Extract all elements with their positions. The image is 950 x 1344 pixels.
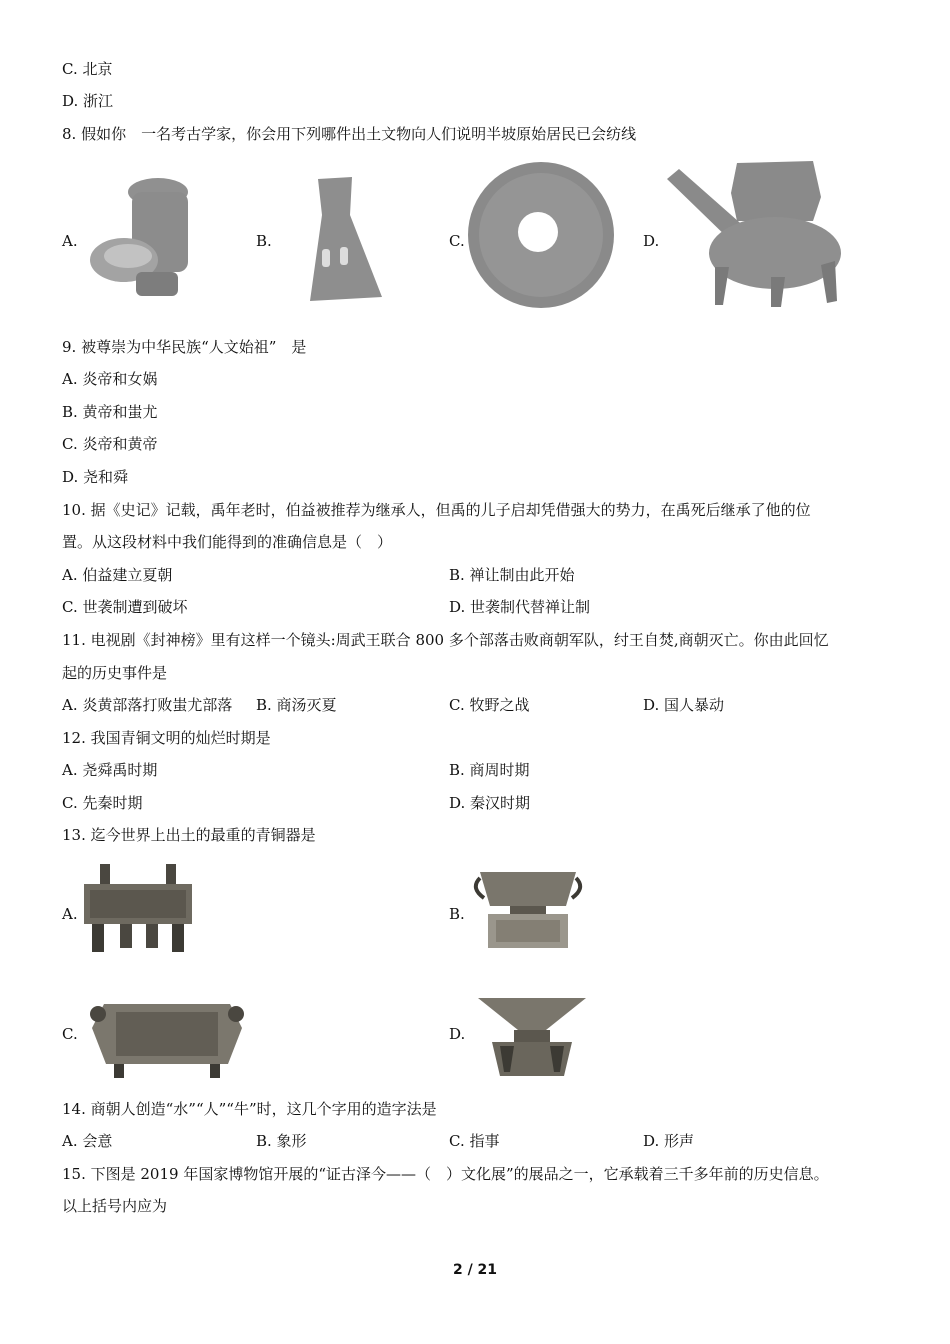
q13-stem: 13. 迄今世界上出土的最重的青铜器是 — [62, 826, 316, 844]
q11-stem-line1: 11. 电视剧《封神榜》里有这样一个镜头:周武王联合 800 多个部落击败商朝军队，纣王自焚,商朝灭亡。你由此回忆 — [62, 631, 829, 649]
q13-label-d: D. — [449, 1025, 466, 1043]
q10-option-a: A. 伯益建立夏朝 — [62, 566, 173, 584]
stone-hoe-image — [300, 175, 390, 303]
q15-stem-line1: 15. 下图是 2019 年国家博物馆开展的“证古泽今——（ ）文化展”的展品之一，它承载着三千多年前的历史信息。 — [62, 1165, 829, 1183]
pottery-ladle-image — [88, 168, 218, 300]
bronze-zun-image — [474, 994, 590, 1078]
page-number: 2 / 21 — [452, 1262, 498, 1278]
q15-stem-line2: 以上括号内应为 — [62, 1197, 168, 1215]
q13-label-c: C. — [62, 1025, 78, 1043]
bronze-gui-image — [470, 866, 586, 950]
spindle-whorl-image — [466, 160, 616, 310]
q14-option-c: C. 指事 — [449, 1132, 500, 1150]
tripod-vessel-image — [663, 157, 843, 309]
q8-label-b: B. — [256, 232, 272, 250]
q9-option-c: C. 炎帝和黄帝 — [62, 435, 158, 453]
q12-option-c: C. 先秦时期 — [62, 794, 143, 812]
q7-option-c: C. 北京 — [62, 60, 113, 78]
q11-option-a: A. 炎黄部落打败蚩尤部落 — [62, 696, 233, 714]
q12-option-a: A. 尧舜禹时期 — [62, 761, 158, 779]
q12-option-b: B. 商周时期 — [449, 761, 530, 779]
q11-stem-line2: 起的历史事件是 — [62, 664, 168, 682]
q7-option-d: D. 浙江 — [62, 92, 114, 110]
q9-option-b: B. 黄帝和蚩尤 — [62, 403, 158, 421]
q11-option-c: C. 牧野之战 — [449, 696, 530, 714]
q11-option-b: B. 商汤灭夏 — [256, 696, 337, 714]
q10-option-d: D. 世袭制代替禅让制 — [449, 598, 591, 616]
q9-option-a: A. 炎帝和女娲 — [62, 370, 158, 388]
q10-stem-line2: 置。从这段材料中我们能得到的准确信息是（ ） — [62, 533, 393, 551]
q14-option-a: A. 会意 — [62, 1132, 113, 1150]
q8-label-c: C. — [449, 232, 465, 250]
q13-label-a: A. — [62, 905, 78, 923]
q12-stem: 12. 我国青铜文明的灿烂时期是 — [62, 729, 271, 747]
bronze-jian-image — [86, 994, 248, 1080]
q14-option-b: B. 象形 — [256, 1132, 307, 1150]
q12-option-d: D. 秦汉时期 — [449, 794, 531, 812]
q8-stem: 8. 假如你 一名考古学家，你会用下列哪件出土文物向人们说明半坡原始居民已会纺线 — [62, 125, 637, 143]
q10-option-b: B. 禅让制由此开始 — [449, 566, 575, 584]
q14-stem: 14. 商朝人创造“水”“人”“牛”时，这几个字用的造字法是 — [62, 1100, 437, 1118]
q8-label-a: A. — [62, 232, 78, 250]
q10-option-c: C. 世袭制遭到破坏 — [62, 598, 188, 616]
q11-option-d: D. 国人暴动 — [643, 696, 725, 714]
q10-stem-line1: 10. 据《史记》记载，禹年老时，伯益被推荐为继承人，但禹的儿子启却凭借强大的势力，在禹死后继承了他的位 — [62, 501, 811, 519]
q8-label-d: D. — [643, 232, 660, 250]
simuwu-ding-image — [80, 862, 196, 954]
q9-stem: 9. 被尊崇为中华民族“人文始祖” 是 — [62, 338, 307, 356]
q9-option-d: D. 尧和舜 — [62, 468, 129, 486]
q14-option-d: D. 形声 — [643, 1132, 695, 1150]
q13-label-b: B. — [449, 905, 465, 923]
